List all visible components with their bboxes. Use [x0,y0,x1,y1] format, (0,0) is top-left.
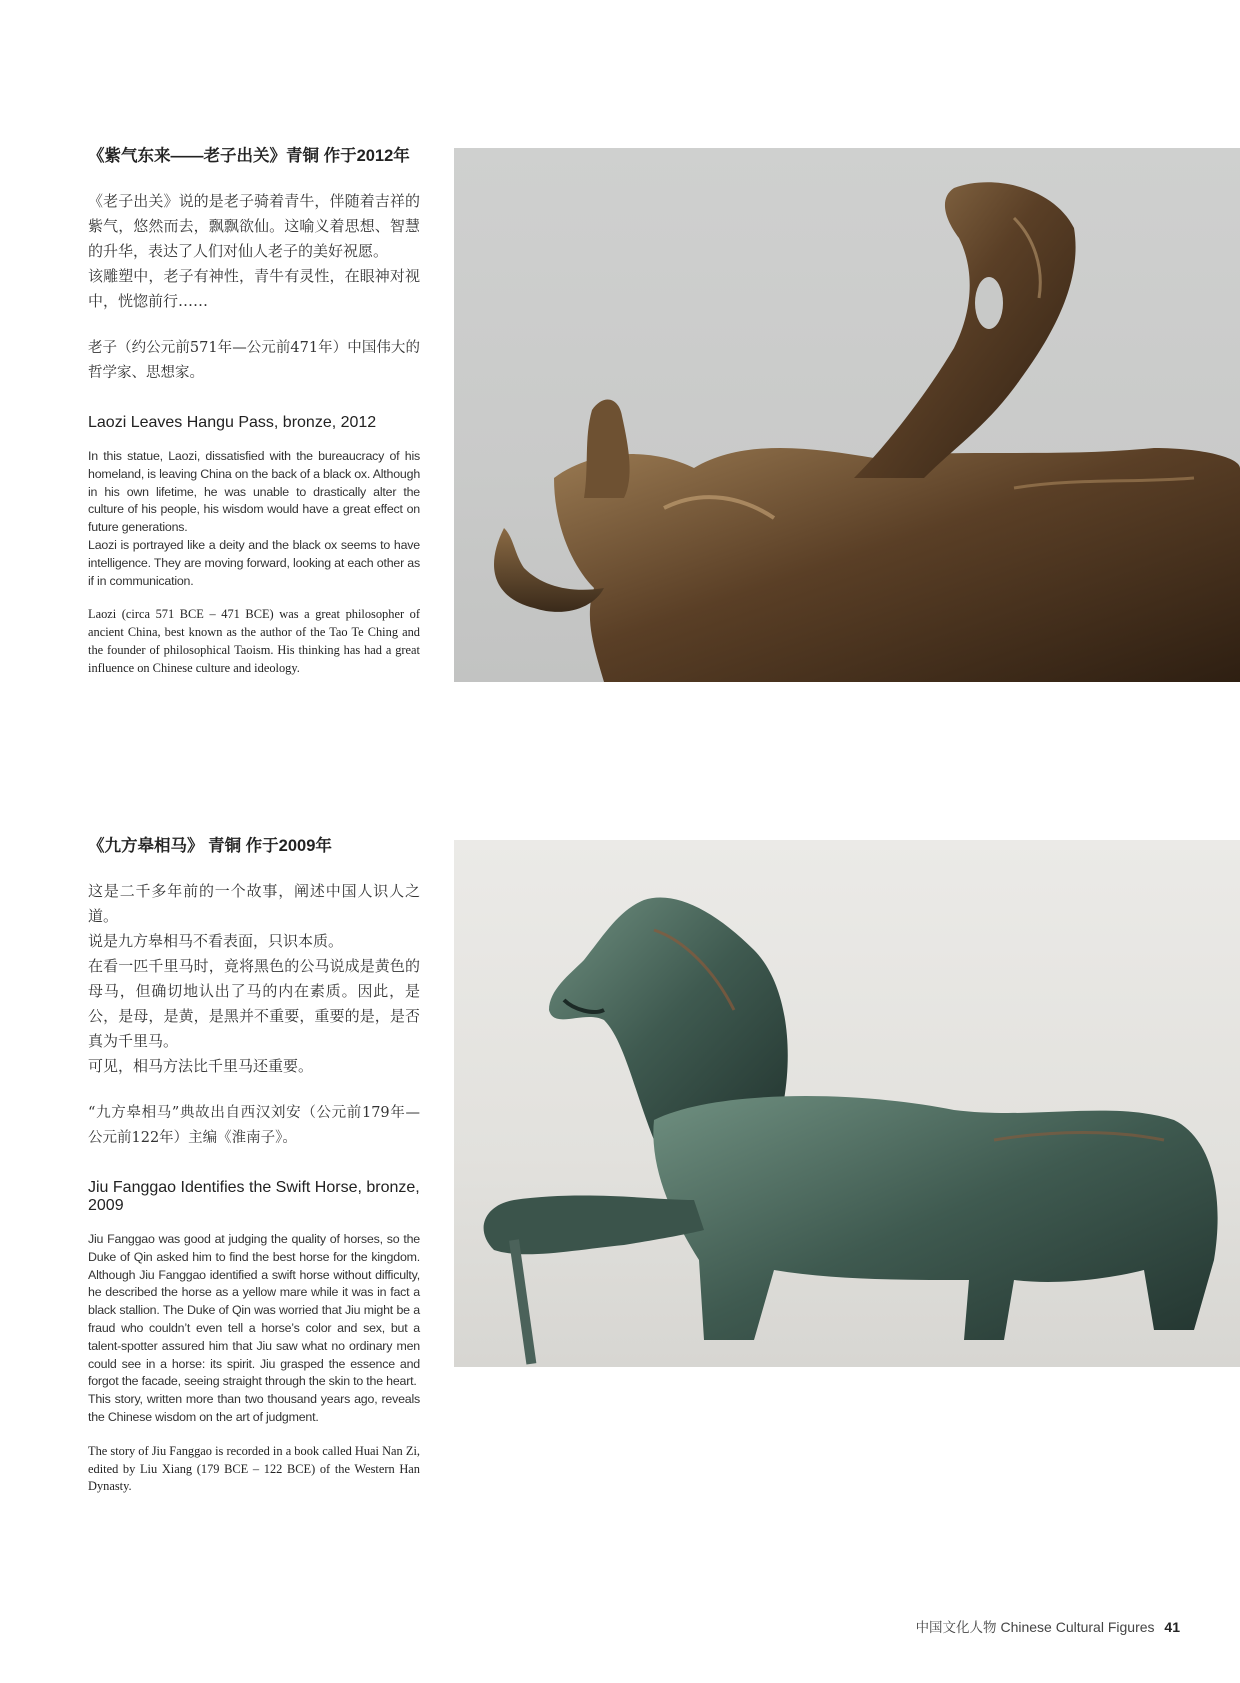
zh-description [88,879,420,1079]
zh-artwork-title: 《紫气东来——老子出关》青铜 作于2012年 [88,147,410,165]
laozi-ox-sculpture-image [454,148,1240,682]
zh-paragraph: 可见，相马方法比千里马还重要。 [88,1057,314,1075]
en-description [88,1231,420,1427]
en-paragraph: This story, written more than two thousand years ago, reveals the Chinese wisdom on the art of judgment. [88,1392,420,1424]
page-number: 41 [1164,1619,1180,1635]
zh-paragraph: 说是九方皋相马不看表面，只识本质。 [88,932,344,950]
section-jiu-fanggao [88,832,420,1496]
laozi-sculpture-photo [454,148,1240,682]
en-source-note: The story of Jiu Fanggao is recorded in a book called Huai Nan Zi, edited by Liu Xiang (179 BCE – 122 BCE) of the Western Han Dynasty. [88,1443,420,1494]
en-paragraph: Laozi is portrayed like a deity and the black ox seems to have intelligence. They are moving forward, looking at each other as if in communication. [88,537,420,588]
en-paragraph: In this statue, Laozi, dissatisfied with the bureaucracy of his homeland, is leaving China on the back of a black ox. Although in his own lifetime, he was unable to drastically alter the culture of his people, his wisdom would have a great effect on future generations. [88,449,421,535]
page-footer [916,1616,1180,1636]
footer-magazine-en: Chinese Cultural Figures [1000,1619,1155,1635]
zh-paragraph: 这是二千多年前的一个故事，阐述中国人识人之道。 [88,882,420,925]
footer-magazine-zh: 中国文化人物 [915,1620,997,1636]
en-description [88,448,420,590]
horse-sculpture-photo [454,840,1240,1367]
zh-source-note: “九方皋相马”典故出自西汉刘安（公元前179年—公元前122年）主编《淮南子》。 [88,1105,420,1146]
en-biography-note: Laozi (circa 571 BCE – 471 BCE) was a great philosopher of ancient China, best known as the author of the Tao Te Ching and the founder of philosophical Taoism. His thinking has had a great influence on Chinese culture and ideology. [88,607,420,675]
en-paragraph: Jiu Fanggao was good at judging the quality of horses, so the Duke of Qin asked him to find the best horse for the kingdom. Although Jiu Fanggao identified a swift horse without difficulty, he described the horse as a yellow mare while it was in fact a black stallion. The Duke of Qin was worried that Jiu might be a fraud who couldn’t even tell a horse’s color and sex, but a talent-spotter assured him that Jiu saw what no ordinary men could see in a horse: its spirit. Jiu grasped the essence and forgot the facade, seeing straight through the skin to the heart. [88,1232,420,1389]
zh-paragraph: 该雕塑中，老子有神性，青牛有灵性，在眼神对视中，恍惚前行…… [88,267,420,310]
horse-sculpture-image [454,840,1240,1367]
zh-description [88,189,420,314]
zh-paragraph: 《老子出关》说的是老子骑着青牛，伴随着吉祥的紫气，悠然而去，飘飘欲仙。这喻义着思想、智慧的升华，表达了人们对仙人老子的美好祝愿。 [88,192,420,260]
zh-biography-note: 老子（约公元前571年—公元前471年）中国伟大的哲学家、思想家。 [88,340,420,381]
en-artwork-title: Laozi Leaves Hangu Pass, bronze, 2012 [88,414,377,431]
zh-artwork-title: 《九方皋相马》 青铜 作于2009年 [88,837,332,855]
en-artwork-title: Jiu Fanggao Identifies the Swift Horse, bronze, 2009 [88,1179,420,1214]
zh-paragraph: 在看一匹千里马时，竟将黑色的公马说成是黄色的母马，但确切地认出了马的内在素质。因此，是公，是母，是黄，是黑并不重要，重要的是，是否真为千里马。 [88,957,420,1050]
section-laozi [88,142,420,678]
